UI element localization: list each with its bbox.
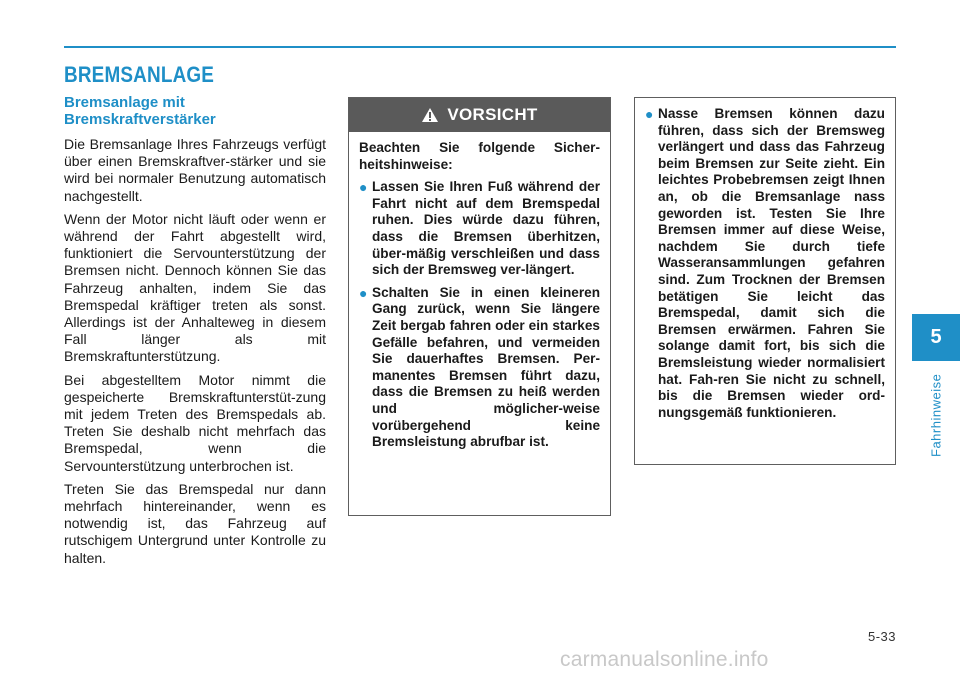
chapter-tab <box>912 314 960 361</box>
bullet-icon: ● <box>645 106 654 122</box>
paragraph-4: Treten Sie das Bremspedal nur dann mehrfach hintereinander, wenn es notwendig ist, das Fahrzeug auf rutschigem Untergrund unter Kontrolle zu halten. <box>64 480 326 566</box>
warning-item <box>359 179 600 279</box>
warning-lead: Beachten Sie folgende Sicher-heitshinweise: <box>359 140 600 172</box>
bullet-icon: ● <box>359 179 368 196</box>
bullet-icon: ● <box>359 284 368 301</box>
warning-body <box>349 132 610 451</box>
chapter-number: 5 <box>930 326 942 348</box>
watermark: carmanualsonline.info <box>560 648 769 671</box>
paragraph-2: Wenn der Motor nicht läuft oder wenn er während der Fahrt abgestellt wird, funktioniert die Servounterstützung der Bremsen nicht. Dennoch können Sie das Fahrzeug anhalten, indem Sie das Bremspedal kräftiger treten als sonst. Allerdings ist der Anhalteweg in diesem Fall länger als mit Bremskraftunterstützung. <box>64 210 326 365</box>
continued-warning-body <box>635 98 895 421</box>
subheading: Bremsanlage mit Bremskraftverstärker <box>64 94 216 128</box>
warning-item-text: Lassen Sie Ihren Fuß während der Fahrt nicht auf dem Bremspedal ruhen. Dies würde dazu führen, dass die Bremsen überhitzen, über-mäßig verschleißen und dass sich der Bremsweg ver-längert. <box>372 179 600 278</box>
top-rule <box>64 46 896 48</box>
continued-warning-box <box>634 97 896 465</box>
warning-title: VORSICHT <box>447 105 538 124</box>
section-title: BREMSANLAGE <box>64 62 215 87</box>
left-column <box>64 94 326 573</box>
warning-list <box>359 179 600 451</box>
continued-warning-item-text: Nasse Bremsen können dazu führen, dass sich der Bremsweg verlängert und dass das Fahrzeug beim Bremsen zur Seite zieht. Ein leichtes Probebremsen zeigt Ihnen an, ob die Bremsanlage nass geworden ist. Testen Sie Ihre Bremsen immer auf diese Weise, nachdem Sie durch tiefe Wasseransammlungen gefahren sind. Zum Trocknen der Bremsen betätigen Sie leicht das Bremspedal, damit sich die Bremsen erwärmen. Fahren Sie solange damit fort, bis sich die Bremsleistung wieder normalisiert hat. Fah-ren Sie nicht zu schnell, bis die Bremsen wieder ord-nungsgemäß funktionieren. <box>658 106 885 420</box>
warning-item-text: Schalten Sie in einen kleineren Gang zurück, wenn Sie längere Zeit bergab fahren oder ein starkes Gefälle befahren, und vermeiden Sie dauerhaftes Bremsen. Per-manentes Bremsen führt dazu, dass die Bremsen zu heiß werden und möglicher-weise vorübergehend keine Bremsleistung abrufbar ist. <box>372 284 600 450</box>
paragraph-1: Die Bremsanlage Ihres Fahrzeugs verfügt über einen Bremskraftver-stärker und sie wird bei normaler Benutzung automatisch nachgestellt. <box>64 136 326 204</box>
continued-warning-item <box>645 106 885 421</box>
page-number: 5-33 <box>867 629 896 644</box>
warning-item <box>359 285 600 451</box>
warning-triangle-icon <box>421 107 439 123</box>
chapter-label: Fahrhinweise <box>928 373 944 457</box>
warning-header <box>349 98 610 132</box>
continued-warning-list <box>645 106 885 421</box>
warning-box <box>348 97 611 516</box>
paragraph-3: Bei abgestelltem Motor nimmt die gespeicherte Bremskraftunterstüt-zung mit jedem Treten des Bremspedals ab. Treten Sie deshalb nicht mehrfach das Bremspedal, wenn die Servounterstützung unterbrochen ist. <box>64 371 326 474</box>
